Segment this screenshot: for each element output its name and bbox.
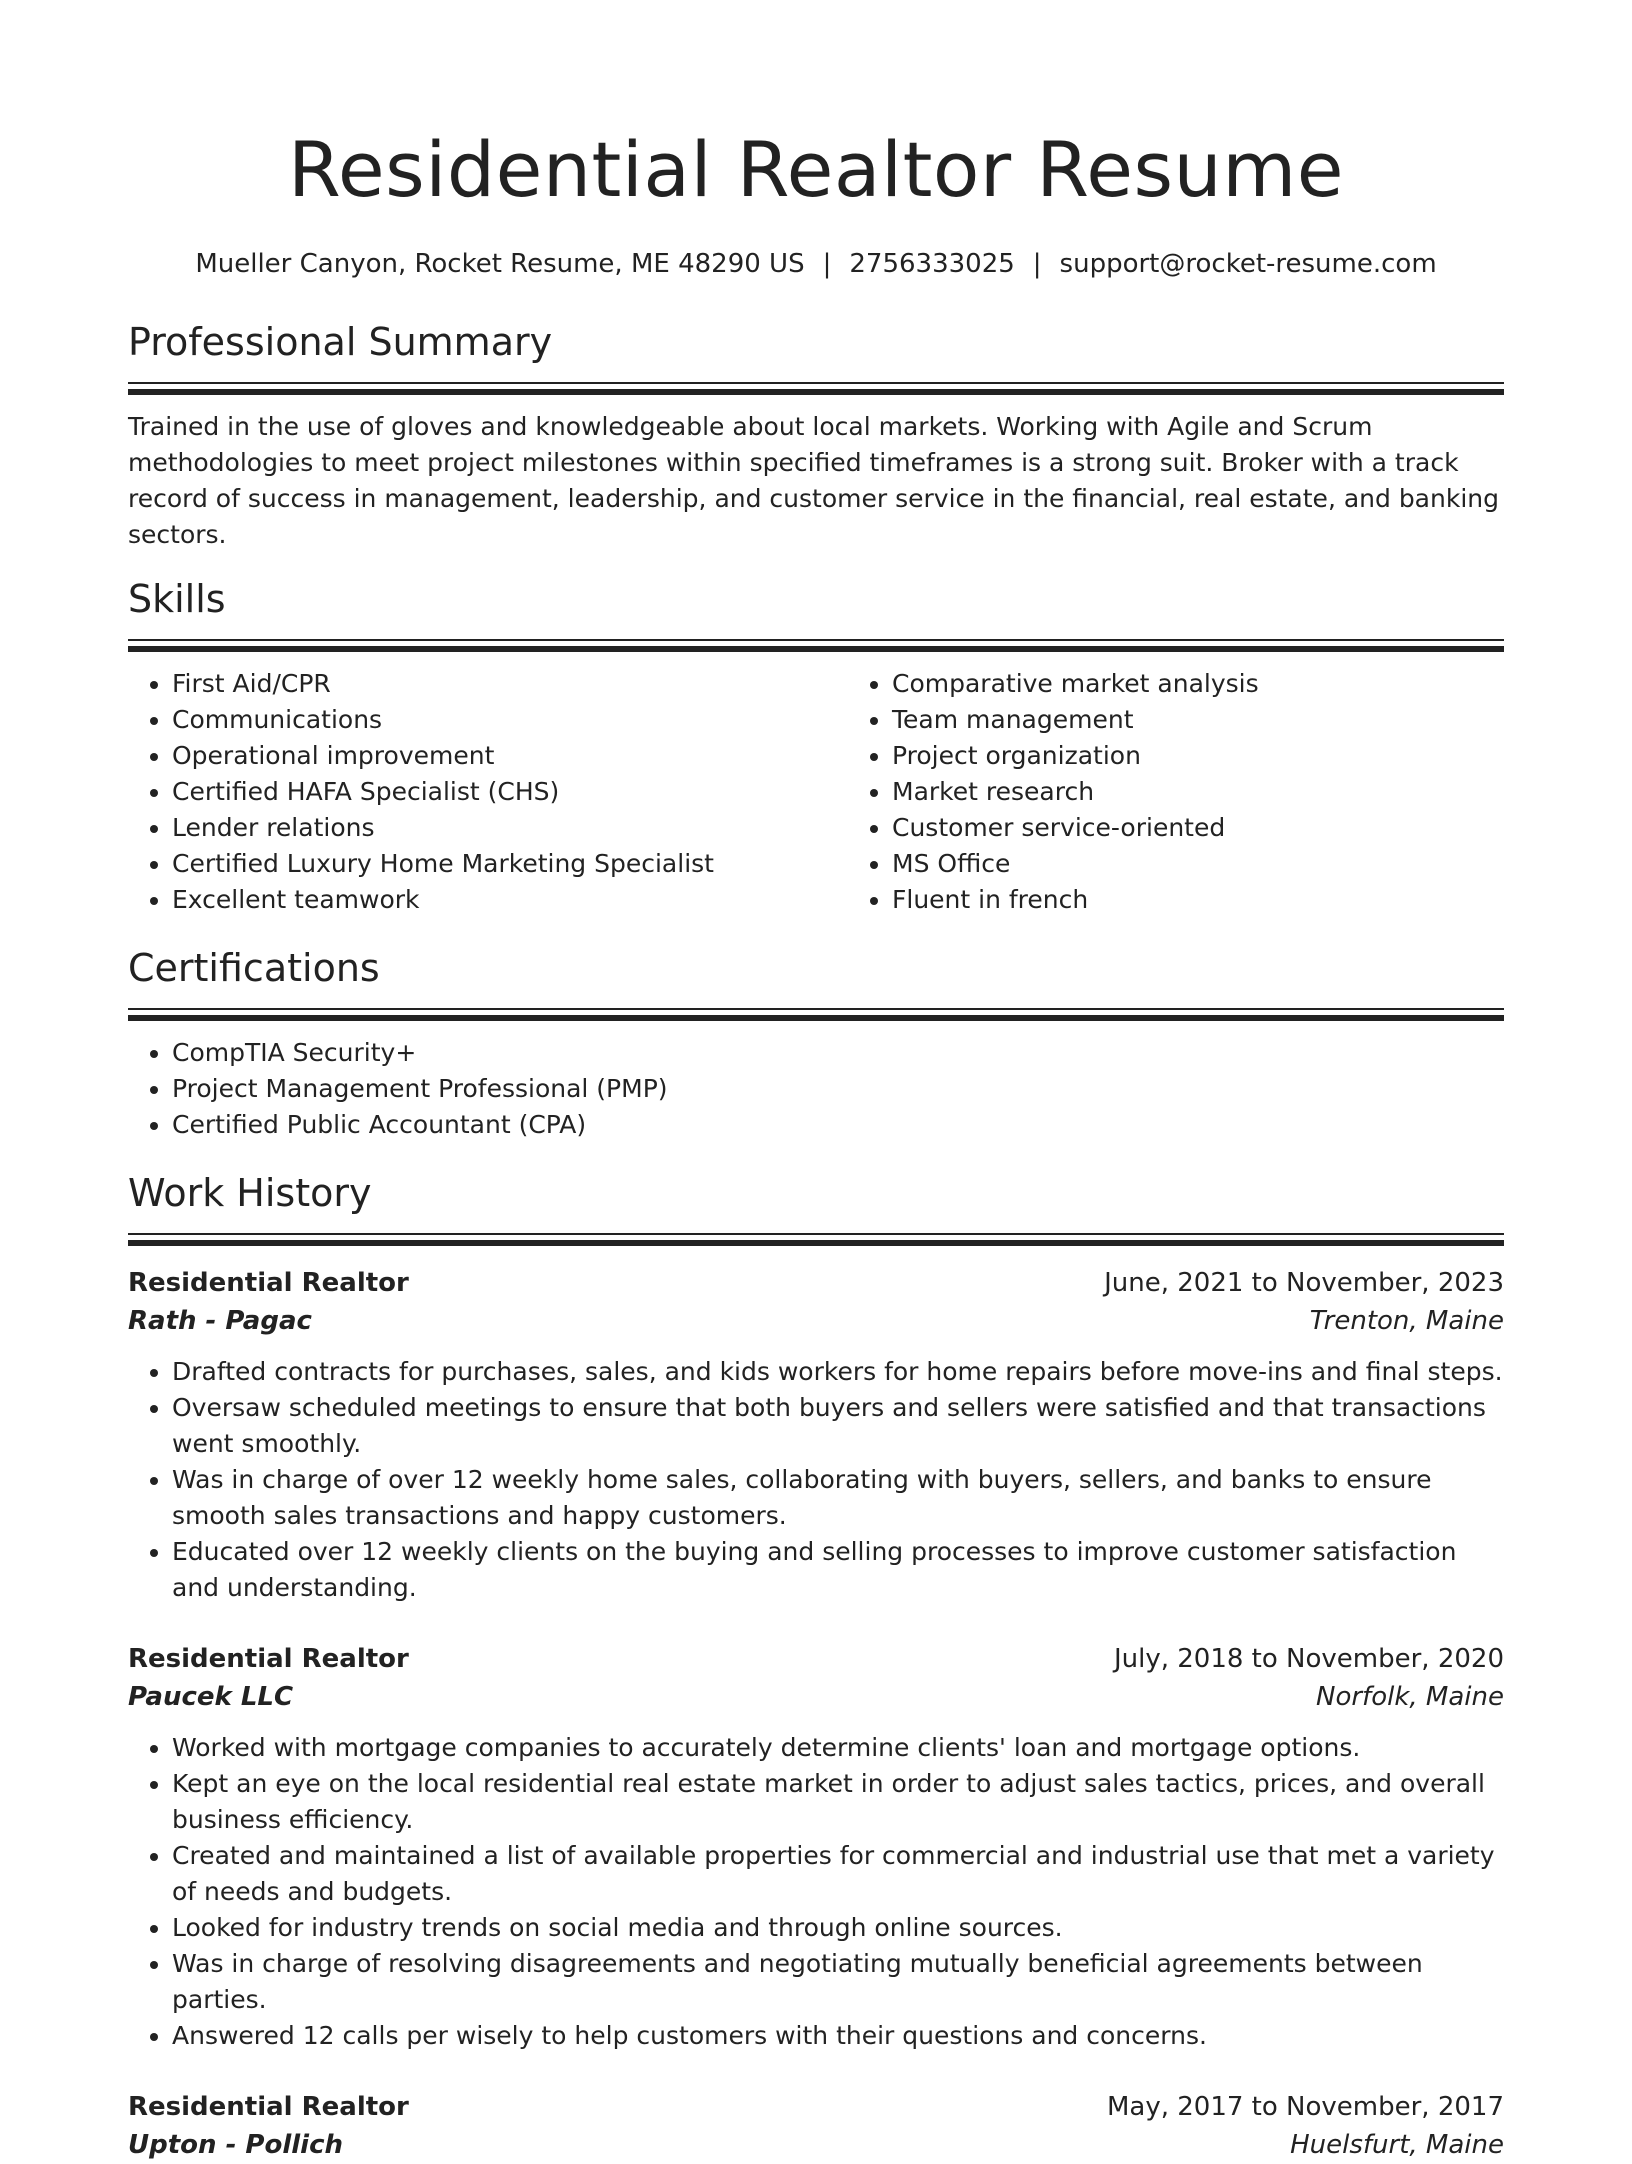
- skill-item: • Customer service-oriented: [892, 810, 1568, 846]
- skills-list-left: [128, 666, 848, 918]
- summary-heading: Professional Summary: [128, 320, 553, 364]
- skills-section: [128, 573, 1504, 918]
- job-entry: [128, 2088, 1504, 2164]
- contact-phone: 2756333025: [849, 249, 1015, 279]
- job-dates: July, 2018 to November, 2020: [1113, 1644, 1504, 1674]
- skill-item: • Market research: [892, 774, 1568, 810]
- skill-item: • Certified Luxury Home Marketing Specialist: [172, 846, 848, 882]
- skills-grid: [128, 666, 1504, 918]
- job-company: Upton - Pollich: [128, 2130, 343, 2160]
- section-divider: [128, 639, 1504, 652]
- skill-item: • Comparative market analysis: [892, 666, 1568, 702]
- job-company: Paucek LLC: [128, 1682, 294, 1712]
- job-header-row: [128, 1264, 1504, 1302]
- job-company: Rath - Pagac: [128, 1306, 312, 1336]
- skill-item: • Operational improvement: [172, 738, 848, 774]
- contact-line: [128, 246, 1504, 282]
- job-bullet: • Kept an eye on the local residential real estate market in order to adjust sales tactics, prices, and overall business efficiency.: [172, 1766, 1504, 1838]
- job-bullets: [128, 1730, 1504, 2054]
- contact-email[interactable]: support@rocket-resume.com: [1059, 249, 1437, 279]
- certification-item: • Certified Public Accountant (CPA): [172, 1107, 1504, 1143]
- job-bullet: • Created and maintained a list of available properties for commercial and industrial use that met a variety of needs and budgets.: [172, 1838, 1504, 1910]
- certifications-list: [128, 1035, 1504, 1143]
- job-company-row: [128, 2126, 1504, 2164]
- certification-item: • CompTIA Security+: [172, 1035, 1504, 1071]
- work-history-section: [128, 1167, 1504, 2164]
- summary-text: Trained in the use of gloves and knowledgeable about local markets. Working with Agile and Scrum methodologies to meet project milestones within specified timeframes is a strong suit. Broker with a track record of success in management, leadership, and customer service in the financial, real estate, and banking sectors.: [128, 412, 1499, 549]
- job-entry: [128, 1264, 1504, 1606]
- job-entry: [128, 1640, 1504, 2054]
- job-title: Residential Realtor: [128, 1268, 409, 1298]
- job-bullet: • Was in charge of resolving disagreements and negotiating mutually beneficial agreements between parties.: [172, 1946, 1504, 2018]
- job-bullet: • Was in charge of over 12 weekly home sales, collaborating with buyers, sellers, and banks to ensure smooth sales transactions and happy customers.: [172, 1462, 1504, 1534]
- skill-item: • Communications: [172, 702, 848, 738]
- job-bullet: • Answered 12 calls per wisely to help customers with their questions and concerns.: [172, 2018, 1504, 2054]
- skill-item: • Excellent teamwork: [172, 882, 848, 918]
- resume-title: Residential Realtor Resume: [287, 125, 1345, 214]
- job-bullet: • Educated over 12 weekly clients on the buying and selling processes to improve customer satisfaction and understanding.: [172, 1534, 1504, 1606]
- certifications-section: [128, 942, 1504, 1143]
- job-bullet: • Worked with mortgage companies to accurately determine clients' loan and mortgage options.: [172, 1730, 1504, 1766]
- contact-separator: |: [822, 249, 832, 279]
- job-dates: May, 2017 to November, 2017: [1106, 2092, 1504, 2122]
- section-divider: [128, 1008, 1504, 1021]
- section-divider: [128, 1233, 1504, 1246]
- work-history-heading: Work History: [128, 1171, 372, 1215]
- skill-item: • Team management: [892, 702, 1568, 738]
- job-location: Trenton, Maine: [1309, 1306, 1504, 1336]
- skill-item: • Lender relations: [172, 810, 848, 846]
- job-bullets: [128, 1354, 1504, 1606]
- skill-item: • First Aid/CPR: [172, 666, 848, 702]
- skill-item: • Fluent in french: [892, 882, 1568, 918]
- job-header-row: [128, 2088, 1504, 2126]
- job-location: Norfolk, Maine: [1316, 1682, 1504, 1712]
- job-company-row: [128, 1678, 1504, 1716]
- contact-separator: |: [1032, 249, 1042, 279]
- summary-section: [128, 316, 1504, 553]
- skills-list-right: [848, 666, 1568, 918]
- job-bullet: • Oversaw scheduled meetings to ensure that both buyers and sellers were satisfied and that transactions went smoothly.: [172, 1390, 1504, 1462]
- skill-item: • Project organization: [892, 738, 1568, 774]
- job-header-row: [128, 1640, 1504, 1678]
- skills-heading: Skills: [128, 577, 226, 621]
- job-bullet: • Looked for industry trends on social media and through online sources.: [172, 1910, 1504, 1946]
- contact-address: Mueller Canyon, Rocket Resume, ME 48290 US: [195, 249, 805, 279]
- section-divider: [128, 382, 1504, 395]
- job-bullet: • Drafted contracts for purchases, sales, and kids workers for home repairs before move-ins and final steps.: [172, 1354, 1504, 1390]
- job-company-row: [128, 1302, 1504, 1340]
- certification-item: • Project Management Professional (PMP): [172, 1071, 1504, 1107]
- job-title: Residential Realtor: [128, 2092, 409, 2122]
- job-title: Residential Realtor: [128, 1644, 409, 1674]
- job-location: Huelsfurt, Maine: [1290, 2130, 1504, 2160]
- job-dates: June, 2021 to November, 2023: [1104, 1268, 1504, 1298]
- skill-item: • MS Office: [892, 846, 1568, 882]
- skill-item: • Certified HAFA Specialist (CHS): [172, 774, 848, 810]
- certifications-heading: Certifications: [128, 946, 380, 990]
